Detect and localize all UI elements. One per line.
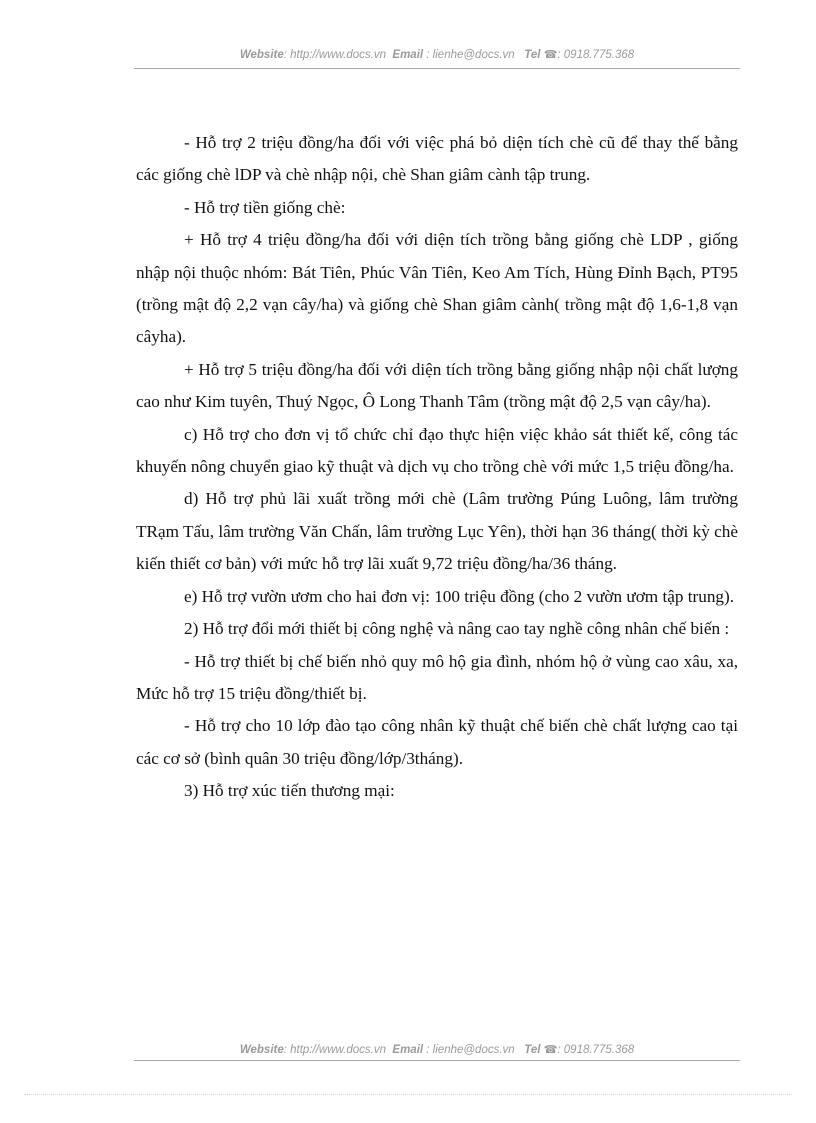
paragraph: d) Hỗ trợ phủ lãi xuất trồng mới chè (Lâm trường Púng Luông, lâm trường TRạm Tấu, lâm trường Văn Chấn, lâm trường Lục Yên), thời hạn 36 tháng( thời kỳ chè kiến thiết cơ bản) với mức hỗ trợ lãi xuất 9,72 triệu đồng/ha/36 tháng. bbox=[136, 489, 738, 574]
header-website-link[interactable]: : http://www.docs.vn bbox=[283, 49, 387, 61]
paragraph: c) Hỗ trợ cho đơn vị tổ chức chỉ đạo thực hiện việc khảo sát thiết kế, công tác khuyến nông chuyển giao kỹ thuật và dịch vụ cho trồng chè với mức 1,5 triệu đồng/ha. bbox=[136, 424, 738, 477]
page-header bbox=[134, 48, 740, 61]
header-email-link[interactable]: : lienhe@docs.vn bbox=[426, 49, 515, 61]
paragraph: - Hỗ trợ tiền giống chè: bbox=[184, 197, 346, 217]
footer-website-link[interactable]: : http://www.docs.vn bbox=[283, 1044, 387, 1056]
footer-email-link[interactable]: : lienhe@docs.vn bbox=[426, 1044, 515, 1056]
paragraph: - Hỗ trợ thiết bị chế biến nhỏ quy mô hộ gia đình, nhóm hộ ở vùng cao xâu, xa, Mức hỗ trợ 15 triệu đồng/thiết bị. bbox=[136, 651, 738, 703]
document-body bbox=[136, 127, 738, 808]
header-website-label: Website bbox=[239, 49, 284, 61]
page-footer bbox=[134, 1043, 740, 1056]
paragraph: + Hỗ trợ 4 triệu đồng/ha đối với diện tích trồng bằng giống chè LDP , giống nhập nội thuộc nhóm: Bát Tiên, Phúc Vân Tiên, Keo Am Tích, Hùng Đỉnh Bạch, PT95 (trồng mật độ 2,2 vạn cây/ha) và giống chè Shan giâm cành( trồng mật độ 1,6-1,8 vạn câyha). bbox=[136, 230, 738, 347]
paragraph: 2) Hỗ trợ đổi mới thiết bị công nghệ và nâng cao tay nghề công nhân chế biến : bbox=[184, 619, 730, 639]
footer-rule bbox=[134, 1060, 740, 1061]
header-tel-label: Tel bbox=[524, 49, 541, 61]
footer-email-label: Email bbox=[392, 1044, 424, 1056]
paragraph: + Hỗ trợ 5 triệu đồng/ha đối với diện tích trồng bằng giống nhập nội chất lượng cao như Kim tuyên, Thuý Ngọc, Ô Long Thanh Tâm (trồng mật độ 2,5 vạn cây/ha). bbox=[136, 359, 738, 412]
header-tel-value: : 0918.775.368 bbox=[557, 49, 635, 61]
paragraph: e) Hỗ trợ vườn ươm cho hai đơn vị: 100 triệu đồng (cho 2 vườn ươm tập trung). bbox=[184, 586, 735, 606]
page-edge bbox=[24, 1094, 792, 1095]
header-email-label: Email bbox=[392, 49, 424, 61]
footer-website-label: Website bbox=[239, 1044, 284, 1056]
paragraph: 3) Hỗ trợ xúc tiến thương mại: bbox=[184, 781, 395, 801]
header-rule bbox=[134, 68, 740, 69]
paragraph: - Hỗ trợ cho 10 lớp đào tạo công nhân kỹ thuật chế biến chè chất lượng cao tại các cơ sở (bình quân 30 triệu đồng/lớp/3tháng). bbox=[136, 716, 738, 768]
paragraph: - Hỗ trợ 2 triệu đồng/ha đối với việc phá bỏ diện tích chè cũ để thay thế bằng các giống chè lDP và chè nhập nội, chè Shan giâm cành tập trung. bbox=[136, 133, 738, 185]
footer-tel-label: Tel bbox=[524, 1044, 541, 1056]
phone-icon: ☎ bbox=[543, 1044, 558, 1056]
footer-tel-value: : 0918.775.368 bbox=[557, 1044, 635, 1056]
phone-icon: ☎ bbox=[543, 49, 558, 61]
